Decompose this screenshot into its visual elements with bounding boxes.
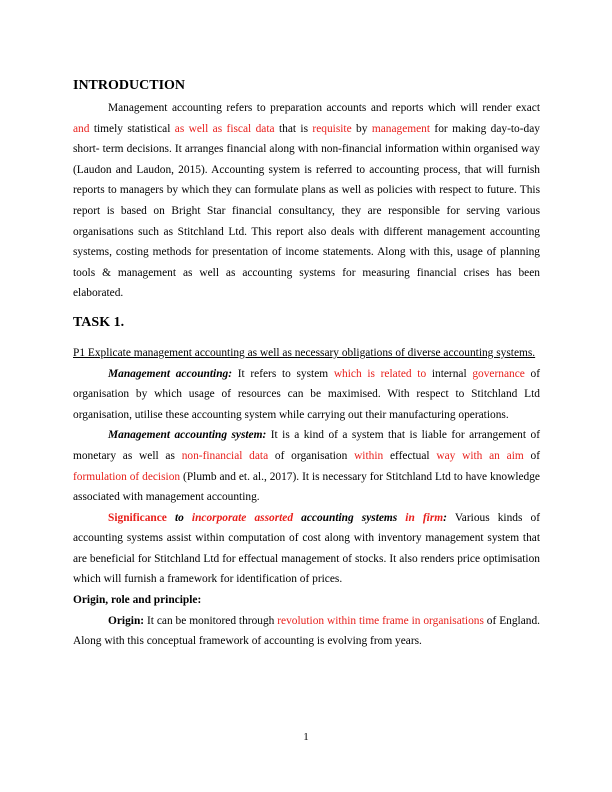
- task1-heading: TASK 1.: [73, 314, 125, 330]
- intro-highlight: and: [73, 122, 90, 135]
- intro-highlight: as well as fiscal data: [174, 122, 275, 135]
- mas-text: effectual: [383, 449, 437, 462]
- significance-label-part: accounting systems: [293, 511, 406, 524]
- significance-label-part: incorporate assorted: [191, 511, 294, 524]
- origin-text: of England. Along with this conceptual framework of accounting is evolving from years.: [73, 614, 541, 648]
- introduction-heading: INTRODUCTION: [73, 78, 186, 93]
- mas-text: of: [523, 449, 540, 462]
- significance-label-part: to: [166, 511, 192, 524]
- management-accounting-system-paragraph: [73, 425, 540, 507]
- p1-title: P1 Explicate management accounting as well as necessary obligations of diverse accounting systems.: [73, 346, 536, 359]
- significance-paragraph: [73, 508, 540, 590]
- management-accounting-paragraph: [73, 364, 540, 426]
- origin-role-principle-heading: Origin, role and principle:: [73, 594, 202, 607]
- significance-label: Significance: [108, 511, 167, 524]
- mas-highlight: within: [354, 449, 384, 462]
- ma-highlight: governance: [472, 367, 525, 380]
- mas-highlight: way with an aim: [436, 449, 524, 462]
- significance-label-part: in firm: [405, 511, 444, 524]
- significance-label-part: :: [443, 511, 447, 524]
- introduction-paragraph: [73, 98, 540, 304]
- origin-label: Origin:: [108, 614, 145, 627]
- mas-highlight: non-financial data: [181, 449, 269, 462]
- mas-text: It is a kind of a system that is liable for arrangement of monetary as well as: [73, 429, 540, 462]
- origin-highlight: revolution within time frame in organisations: [277, 614, 484, 627]
- management-accounting-system-label: Management accounting system:: [108, 429, 267, 442]
- management-accounting-label: Management accounting:: [108, 367, 233, 380]
- mas-text: (Plumb and et. al., 2017). It is necessary for Stitchland Ltd to have knowledge associated with management accounting.: [73, 470, 540, 504]
- ma-text: It refers to system: [232, 367, 334, 380]
- intro-highlight: management: [371, 122, 431, 135]
- page-number: 1: [303, 731, 309, 743]
- intro-text: timely statistical: [89, 122, 175, 135]
- ma-highlight: which is related to: [333, 367, 427, 380]
- significance-text: Various kinds of accounting systems assist within computation of cost along with inventory management system that are beneficial for Stitchland Ltd for effectual management of stocks. It also renders price optimisation which will furnish a framework for identification of prices.: [73, 511, 541, 586]
- intro-text: Management accounting refers to preparation accounts and reports which will render exact: [108, 102, 540, 114]
- ma-text: of organisation by which usage of resources can be maximised. With respect to Stitchland Ltd organisation, utilise these accounting system while carrying out their manufacturing operations.: [73, 367, 540, 421]
- mas-highlight: formulation of decision: [73, 470, 181, 483]
- origin-text: It can be monitored through: [144, 614, 278, 627]
- origin-paragraph: [73, 611, 540, 652]
- intro-text: for making day-to-day short- term decisions. It arranges financial along with non-financial information within organised way (Laudon and Laudon, 2015). Accounting system is referred to accounting process, that will furnish reports to managers by which they can formulate plans as well as policies with respect to future. This report is based on Bright Star financial consultancy, they are responsible for serving various organisations such as Stitchland Ltd. This report also deals with different management accounting systems, costing methods for presentation of income statements. Along with this, usage of planning tools & management as well as accounting systems for measuring financial crises has been elaborated.: [73, 122, 540, 300]
- ma-text: internal: [426, 367, 473, 380]
- intro-text: that is: [274, 122, 313, 135]
- mas-text: of organisation: [268, 449, 355, 462]
- intro-text: by: [351, 122, 372, 135]
- page-content: [73, 76, 540, 652]
- intro-highlight: requisite: [312, 122, 352, 135]
